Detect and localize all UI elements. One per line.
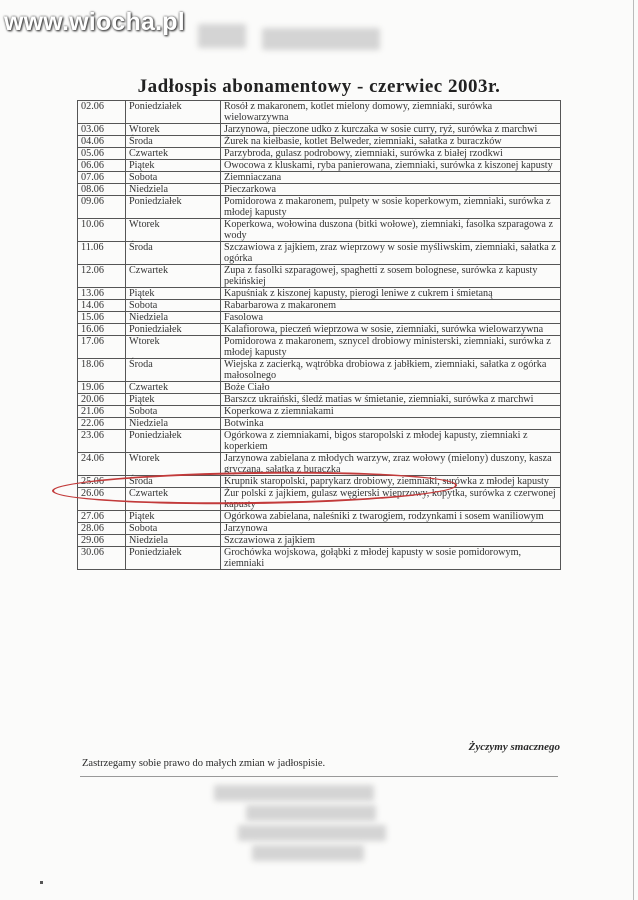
redacted-footer-line-4: [252, 845, 364, 861]
menu-day: Niedziela: [126, 184, 221, 196]
menu-date: 27.06: [78, 511, 126, 523]
menu-row: [78, 406, 561, 418]
menu-date: 12.06: [78, 265, 126, 288]
menu-date: 05.06: [78, 148, 126, 160]
menu-day: Czwartek: [126, 265, 221, 288]
menu-dishes: Pomidorowa z makaronem, sznycel drobiowy ministerski, ziemniaki, surówka z młodej kapusty: [221, 336, 561, 359]
menu-dishes: Barszcz ukraiński, śledź matias w śmietanie, ziemniaki, surówka z marchwi: [221, 394, 561, 406]
menu-date: 22.06: [78, 418, 126, 430]
menu-day: Niedziela: [126, 312, 221, 324]
menu-row: [78, 148, 561, 160]
menu-row: [78, 300, 561, 312]
menu-day: Poniedziałek: [126, 324, 221, 336]
menu-dishes: Ziemniaczana: [221, 172, 561, 184]
menu-dishes: Botwinka: [221, 418, 561, 430]
menu-date: 15.06: [78, 312, 126, 324]
redacted-header-logo: [198, 24, 246, 48]
menu-dishes: Kalafiorowa, pieczeń wieprzowa w sosie, ziemniaki, surówka wielowarzywna: [221, 324, 561, 336]
scan-speck: [40, 881, 43, 884]
menu-day: Środa: [126, 476, 221, 488]
menu-day: Poniedziałek: [126, 430, 221, 453]
menu-dishes: Rosół z makaronem, kotlet mielony domowy, ziemniaki, surówka wielowarzywna: [221, 101, 561, 124]
menu-date: 30.06: [78, 547, 126, 570]
menu-day: Czwartek: [126, 148, 221, 160]
menu-row: [78, 324, 561, 336]
menu-dishes: Zupa z fasolki szparagowej, spaghetti z sosem bolognese, surówka z kapusty pekińskiej: [221, 265, 561, 288]
redacted-footer-line-3: [238, 825, 386, 841]
menu-dishes: Owocowa z kluskami, ryba panierowana, ziemniaki, surówka z kiszonej kapusty: [221, 160, 561, 172]
menu-row: [78, 382, 561, 394]
menu-row: [78, 312, 561, 324]
menu-dishes: Boże Ciało: [221, 382, 561, 394]
menu-day: Wtorek: [126, 124, 221, 136]
menu-row: [78, 136, 561, 148]
menu-dishes: Parzybroda, gulasz podrobowy, ziemniaki, surówka z białej rzodkwi: [221, 148, 561, 160]
menu-date: 26.06: [78, 488, 126, 511]
menu-date: 23.06: [78, 430, 126, 453]
menu-dishes: Grochówka wojskowa, gołąbki z młodej kapusty w sosie pomidorowym, ziemniaki: [221, 547, 561, 570]
menu-dishes: Koperkowa z ziemniakami: [221, 406, 561, 418]
footer-note: Zastrzegamy sobie prawo do małych zmian w jadłospisie.: [82, 758, 326, 769]
menu-row: [78, 288, 561, 300]
menu-row: [78, 511, 561, 523]
menu-dishes: Żurek na kiełbasie, kotlet Belweder, ziemniaki, sałatka z buraczków: [221, 136, 561, 148]
menu-row: [78, 160, 561, 172]
redacted-header-name: [262, 28, 380, 50]
menu-row: [78, 265, 561, 288]
menu-day: Niedziela: [126, 418, 221, 430]
menu-date: 24.06: [78, 453, 126, 476]
menu-dishes: Ogórkowa z ziemniakami, bigos staropolski z młodej kapusty, ziemniaki z koperkiem: [221, 430, 561, 453]
menu-date: 28.06: [78, 523, 126, 535]
menu-day: Piątek: [126, 394, 221, 406]
menu-day: Środa: [126, 242, 221, 265]
menu-date: 21.06: [78, 406, 126, 418]
menu-row: [78, 359, 561, 382]
menu-date: 29.06: [78, 535, 126, 547]
menu-dishes: Ogórkowa zabielana, naleśniki z twarogiem, rodzynkami i sosem waniliowym: [221, 511, 561, 523]
menu-row: [78, 394, 561, 406]
menu-day: Sobota: [126, 300, 221, 312]
menu-day: Czwartek: [126, 382, 221, 394]
menu-date: 14.06: [78, 300, 126, 312]
menu-row: [78, 523, 561, 535]
menu-day: Sobota: [126, 523, 221, 535]
menu-day: Czwartek: [126, 488, 221, 511]
menu-dishes: Jarzynowa zabielana z młodych warzyw, zraz wołowy (mielony) duszony, kasza gryczana, sałatka z buraczka: [221, 453, 561, 476]
menu-day: Piątek: [126, 160, 221, 172]
menu-dishes: Jarzynowa: [221, 523, 561, 535]
menu-row: [78, 535, 561, 547]
menu-dishes: Szczawiowa z jajkiem, zraz wieprzowy w sosie myśliwskim, ziemniaki, sałatka z ogórka: [221, 242, 561, 265]
menu-date: 11.06: [78, 242, 126, 265]
menu-dishes: Kapuśniak z kiszonej kapusty, pierogi leniwe z cukrem i śmietaną: [221, 288, 561, 300]
menu-day: Wtorek: [126, 453, 221, 476]
menu-row: [78, 124, 561, 136]
menu-date: 08.06: [78, 184, 126, 196]
menu-day: Wtorek: [126, 336, 221, 359]
menu-row: [78, 101, 561, 124]
menu-day: Poniedziałek: [126, 101, 221, 124]
footer-wish: Życzymy smacznego: [468, 741, 560, 753]
menu-date: 07.06: [78, 172, 126, 184]
menu-row: [78, 196, 561, 219]
menu-dishes: Koperkowa, wołowina duszona (bitki wołowe), ziemniaki, fasolka szparagowa z wody: [221, 219, 561, 242]
redacted-footer-line-1: [214, 785, 374, 801]
redacted-footer-line-2: [246, 805, 376, 821]
menu-row: [78, 172, 561, 184]
document-title: Jadłospis abonamentowy - czerwiec 2003r.: [137, 76, 501, 97]
page-edge: [633, 0, 634, 900]
menu-date: 04.06: [78, 136, 126, 148]
menu-date: 10.06: [78, 219, 126, 242]
menu-date: 06.06: [78, 160, 126, 172]
menu-row: [78, 184, 561, 196]
menu-dishes: Pomidorowa z makaronem, pulpety w sosie koperkowym, ziemniaki, surówka z młodej kapusty: [221, 196, 561, 219]
menu-date: 02.06: [78, 101, 126, 124]
menu-dishes: Szczawiowa z jajkiem: [221, 535, 561, 547]
footer-divider: [80, 776, 558, 777]
menu-date: 19.06: [78, 382, 126, 394]
menu-dishes: Żur polski z jajkiem, gulasz węgierski wieprzowy, kopytka, surówka z czerwonej kapusty: [221, 488, 561, 511]
menu-date: 25.06: [78, 476, 126, 488]
menu-date: 16.06: [78, 324, 126, 336]
menu-dishes: Jarzynowa, pieczone udko z kurczaka w sosie curry, ryż, surówka z marchwi: [221, 124, 561, 136]
menu-row: [78, 336, 561, 359]
menu-row: [78, 418, 561, 430]
menu-date: 20.06: [78, 394, 126, 406]
menu-date: 09.06: [78, 196, 126, 219]
menu-row: [78, 430, 561, 453]
menu-dishes: Pieczarkowa: [221, 184, 561, 196]
menu-row: [78, 547, 561, 570]
menu-day: Piątek: [126, 288, 221, 300]
menu-dishes: Fasolowa: [221, 312, 561, 324]
menu-day: Poniedziałek: [126, 196, 221, 219]
menu-day: Poniedziałek: [126, 547, 221, 570]
menu-date: 17.06: [78, 336, 126, 359]
site-watermark: www.wiocha.pl: [4, 8, 185, 36]
menu-row: [78, 242, 561, 265]
menu-day: Sobota: [126, 406, 221, 418]
menu-day: Wtorek: [126, 219, 221, 242]
menu-dishes: Rabarbarowa z makaronem: [221, 300, 561, 312]
menu-day: Piątek: [126, 511, 221, 523]
menu-day: Sobota: [126, 172, 221, 184]
menu-day: Niedziela: [126, 535, 221, 547]
menu-date: 03.06: [78, 124, 126, 136]
menu-row: [78, 219, 561, 242]
menu-dishes: Krupnik staropolski, paprykarz drobiowy, ziemniaki, surówka z młodej kapusty: [221, 476, 561, 488]
menu-date: 13.06: [78, 288, 126, 300]
menu-dishes: Wiejska z zacierką, wątróbka drobiowa z jabłkiem, ziemniaki, sałatka z ogórka małosolnego: [221, 359, 561, 382]
menu-day: Środa: [126, 136, 221, 148]
menu-day: Środa: [126, 359, 221, 382]
menu-date: 18.06: [78, 359, 126, 382]
